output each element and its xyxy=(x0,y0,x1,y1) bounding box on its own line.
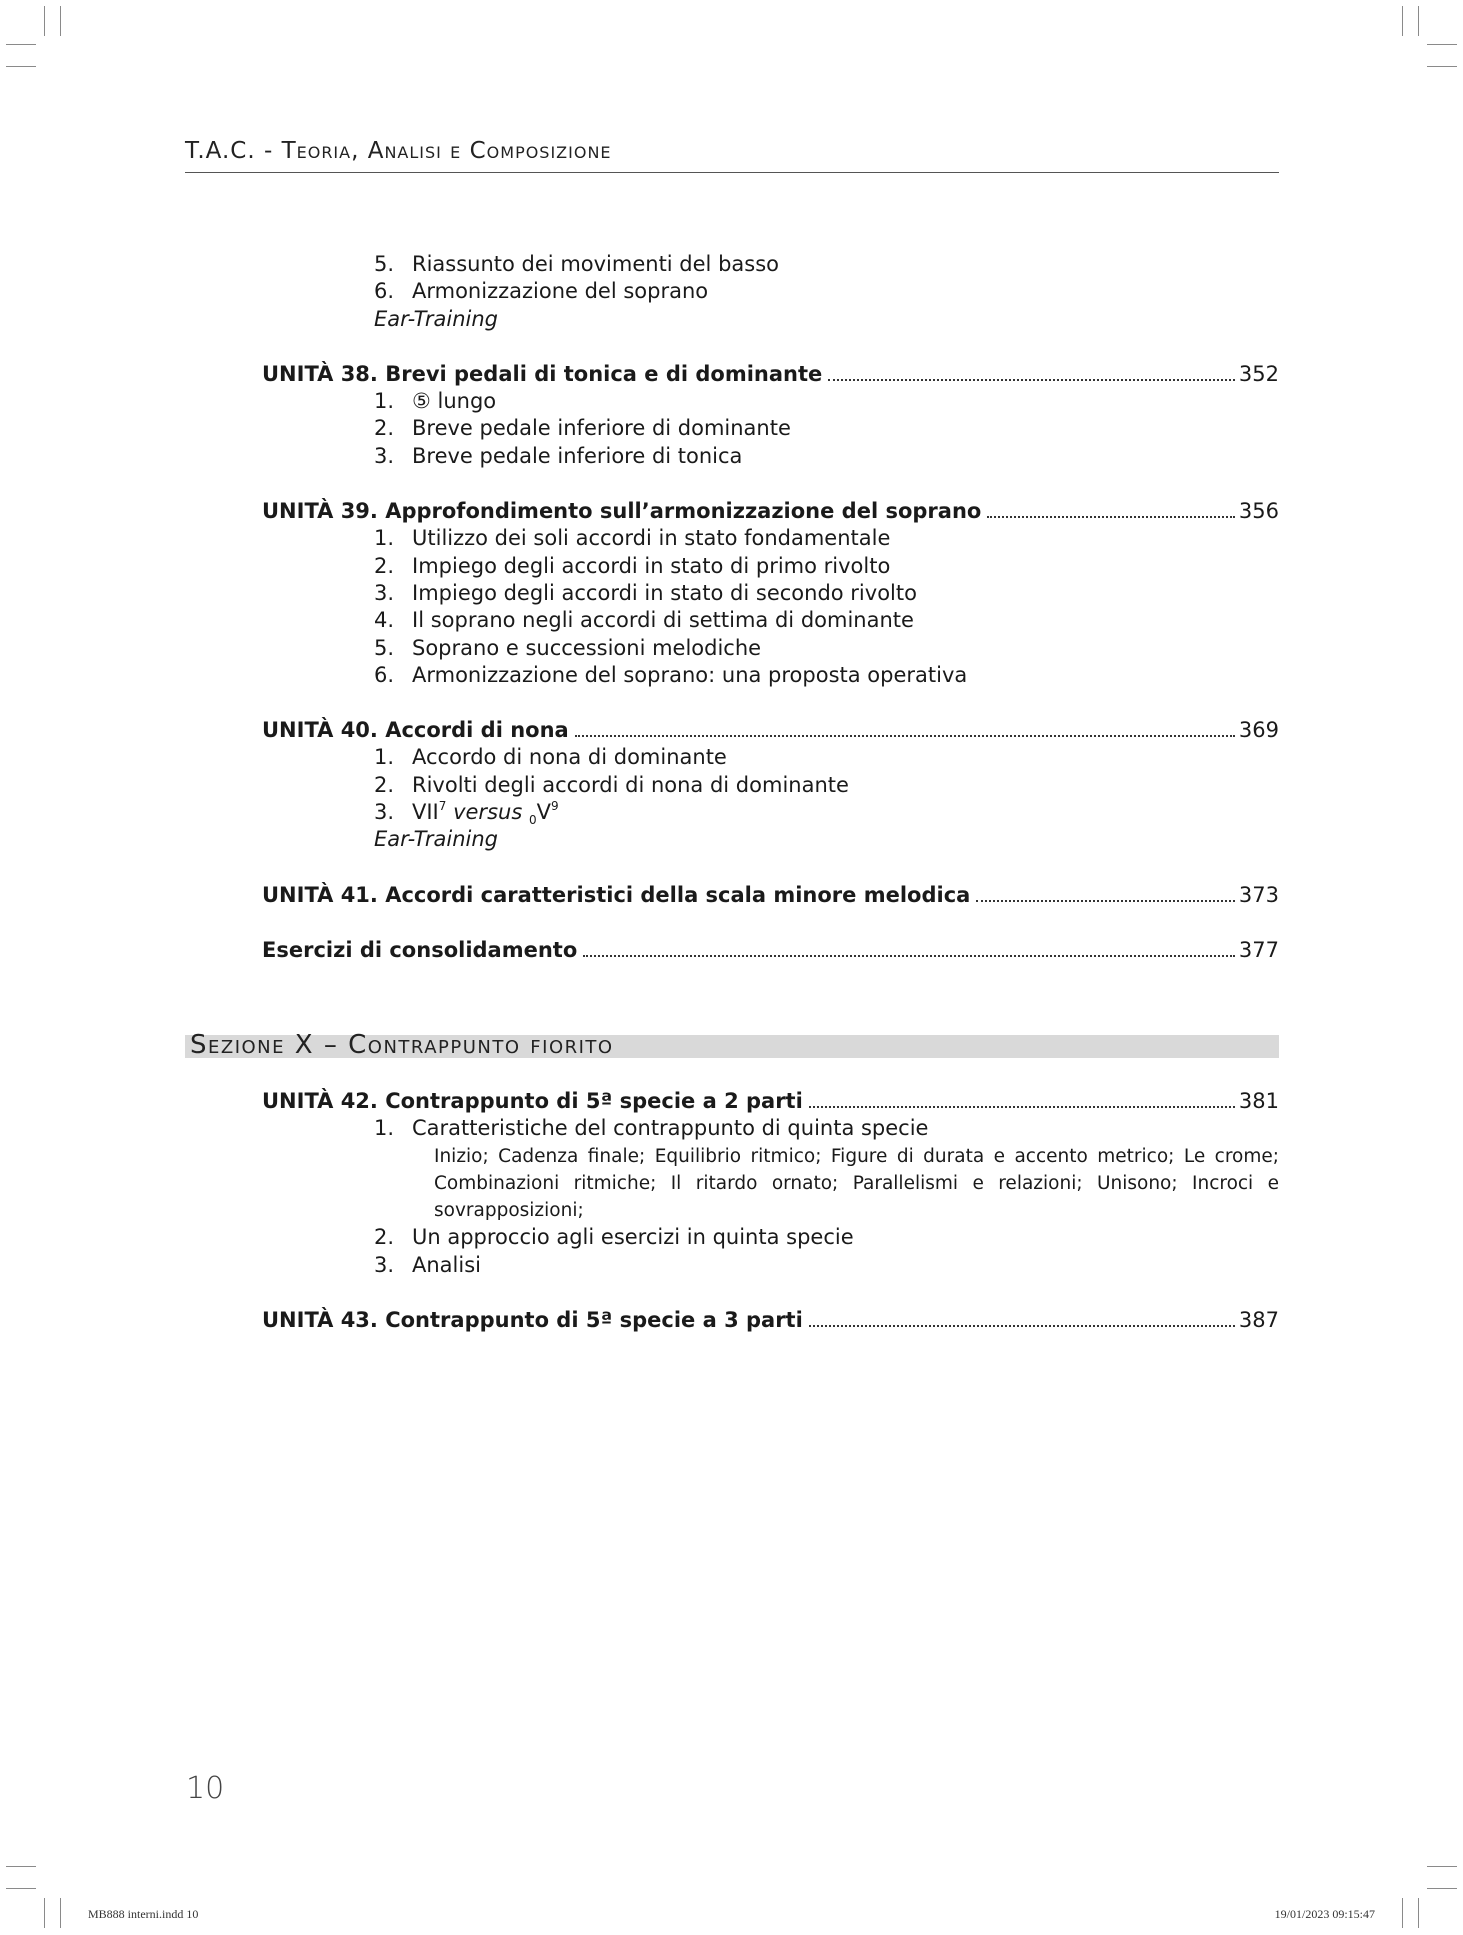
toc-item xyxy=(262,278,1279,305)
crop-mark xyxy=(1402,1898,1403,1928)
unit-title: UNITÀ 43. Contrappunto di 5ª specie a 3 parti xyxy=(262,1308,803,1333)
item-text: Accordo di nona di dominante xyxy=(412,745,727,770)
item-text: Riassunto dei movimenti del basso xyxy=(412,252,779,276)
crop-mark xyxy=(6,1888,36,1889)
toc-item xyxy=(262,553,1279,580)
toc-list-top xyxy=(262,251,1279,964)
dot-leader xyxy=(976,900,1235,902)
toc-item xyxy=(262,772,1279,799)
toc-item xyxy=(262,799,1279,826)
dot-leader xyxy=(575,735,1235,737)
item-number: 3. xyxy=(374,443,395,468)
crop-mark xyxy=(60,1898,61,1928)
item-text: ⑤ lungo xyxy=(412,389,497,414)
item-number: 5. xyxy=(374,252,395,276)
toc-item xyxy=(262,1115,1279,1142)
spacer xyxy=(262,689,1279,717)
crop-mark xyxy=(44,1898,45,1928)
toc-item xyxy=(262,388,1279,415)
page-ref: 377 xyxy=(1238,937,1279,962)
running-head: T.A.C. - Teoria, Analisi e Composizione xyxy=(185,138,612,164)
dot-leader xyxy=(828,379,1235,381)
slug-filename: MB888 interni.indd 10 xyxy=(88,1907,199,1921)
item-number: 4. xyxy=(374,608,395,633)
toc-unit-row xyxy=(262,882,1279,909)
item-text: Armonizzazione del soprano: una proposta operativa xyxy=(412,662,968,687)
superscript: 7 xyxy=(438,799,447,814)
item-text: Breve pedale inferiore di dominante xyxy=(412,416,791,441)
item-number: 2. xyxy=(374,553,395,578)
page-ref: 369 xyxy=(1238,718,1279,743)
unit-title: UNITÀ 39. Approfondimento sull’armonizzazione del soprano xyxy=(262,499,982,524)
header-rule xyxy=(185,172,1279,173)
crop-mark xyxy=(1402,6,1403,36)
toc-unit-row xyxy=(262,361,1279,388)
chord-symbol: VII xyxy=(412,800,439,825)
item-text: Caratteristiche del contrappunto di quinta specie xyxy=(412,1116,929,1141)
item-text: Soprano e successioni melodiche xyxy=(412,635,762,660)
unit-title: UNITÀ 41. Accordi caratteristici della scala minore melodica xyxy=(262,882,971,907)
toc-unit-row xyxy=(262,1307,1279,1334)
toc-item xyxy=(262,251,1279,278)
crop-mark xyxy=(1427,66,1457,67)
item-text: Breve pedale inferiore di tonica xyxy=(412,443,743,468)
toc-list-bottom xyxy=(262,1088,1279,1334)
unit-title: Esercizi di consolidamento xyxy=(262,937,578,962)
unit-title: UNITÀ 38. Brevi pedali di tonica e di dominante xyxy=(262,361,823,386)
spacer xyxy=(262,909,1279,937)
dot-leader xyxy=(809,1106,1235,1108)
item-text: Impiego degli accordi in stato di secondo rivolto xyxy=(412,580,917,605)
toc-description: Inizio; Cadenza finale; Equilibrio ritmico; Figure di durata e accento metrico; Le crome; Combinazioni ritmiche; Il ritardo ornato; Parallelismi e relazioni; Unisono; Incroci e sovrapposizioni; xyxy=(434,1145,1279,1222)
item-text: Rivolti degli accordi di nona di dominante xyxy=(412,772,849,797)
item-number: 5. xyxy=(374,635,395,660)
slug-timestamp: 19/01/2023 09:15:47 xyxy=(1274,1907,1375,1921)
item-number: 3. xyxy=(374,580,395,605)
item-number: 1. xyxy=(374,389,395,414)
crop-mark xyxy=(1418,6,1419,36)
chord-symbol: V xyxy=(536,800,551,825)
toc-item xyxy=(262,415,1279,442)
item-number: 3. xyxy=(374,1252,395,1277)
toc-unit-row xyxy=(262,1088,1279,1115)
spacer xyxy=(262,470,1279,498)
crop-mark xyxy=(6,44,36,45)
toc-unit-row xyxy=(262,498,1279,525)
crop-mark xyxy=(1418,1898,1419,1928)
item-text: Utilizzo dei soli accordi in stato fondamentale xyxy=(412,526,891,551)
item-text: Il soprano negli accordi di settima di dominante xyxy=(412,608,914,633)
toc-item xyxy=(262,1252,1279,1279)
page-ref: 356 xyxy=(1238,499,1279,524)
superscript: 9 xyxy=(550,799,559,814)
dot-leader xyxy=(987,516,1235,518)
toc-item xyxy=(262,662,1279,689)
toc-extra: Ear-Training xyxy=(374,827,498,852)
toc-item xyxy=(262,443,1279,470)
crop-mark xyxy=(1427,44,1457,45)
page-ref: 387 xyxy=(1238,1308,1279,1333)
page-number: 10 xyxy=(186,1771,225,1806)
toc-item xyxy=(262,744,1279,771)
crop-mark xyxy=(6,66,36,67)
toc-item xyxy=(262,580,1279,607)
item-number: 1. xyxy=(374,1116,395,1141)
page-ref: 381 xyxy=(1238,1089,1279,1113)
page-ref: 373 xyxy=(1238,882,1279,907)
item-text: Impiego degli accordi in stato di primo rivolto xyxy=(412,553,891,578)
toc-unit-row xyxy=(262,717,1279,744)
toc-item xyxy=(262,635,1279,662)
toc-unit-row xyxy=(262,937,1279,964)
item-number: 1. xyxy=(374,526,395,551)
crop-mark xyxy=(44,6,45,36)
item-text: Analisi xyxy=(412,1252,481,1277)
item-number: 2. xyxy=(374,772,395,797)
page-ref: 352 xyxy=(1238,361,1279,386)
dot-leader xyxy=(583,955,1235,957)
unit-title: UNITÀ 40. Accordi di nona xyxy=(262,718,569,743)
item-number: 2. xyxy=(374,416,395,441)
spacer xyxy=(262,333,1279,361)
section-title: Sezione X – Contrappunto fiorito xyxy=(190,1030,614,1060)
crop-mark xyxy=(6,1866,36,1867)
item-number: 6. xyxy=(374,662,395,687)
spacer xyxy=(262,1279,1279,1307)
toc-item xyxy=(262,607,1279,634)
item-number: 6. xyxy=(374,279,395,304)
item-number: 2. xyxy=(374,1225,395,1250)
toc-item xyxy=(262,525,1279,552)
crop-mark xyxy=(1427,1866,1457,1867)
item-number: 3. xyxy=(374,800,395,825)
crop-mark xyxy=(1427,1888,1457,1889)
unit-title: UNITÀ 42. Contrappunto di 5ª specie a 2 parti xyxy=(262,1089,803,1113)
item-text: versus xyxy=(446,800,529,825)
crop-mark xyxy=(60,6,61,36)
item-number: 1. xyxy=(374,745,395,770)
subscript: 0 xyxy=(528,813,537,828)
spacer xyxy=(262,854,1279,882)
item-text: Armonizzazione del soprano xyxy=(412,279,709,304)
toc-extra: Ear-Training xyxy=(374,306,498,331)
toc-item xyxy=(262,1224,1279,1251)
item-text: Un approccio agli esercizi in quinta specie xyxy=(412,1225,854,1250)
dot-leader xyxy=(809,1325,1235,1327)
